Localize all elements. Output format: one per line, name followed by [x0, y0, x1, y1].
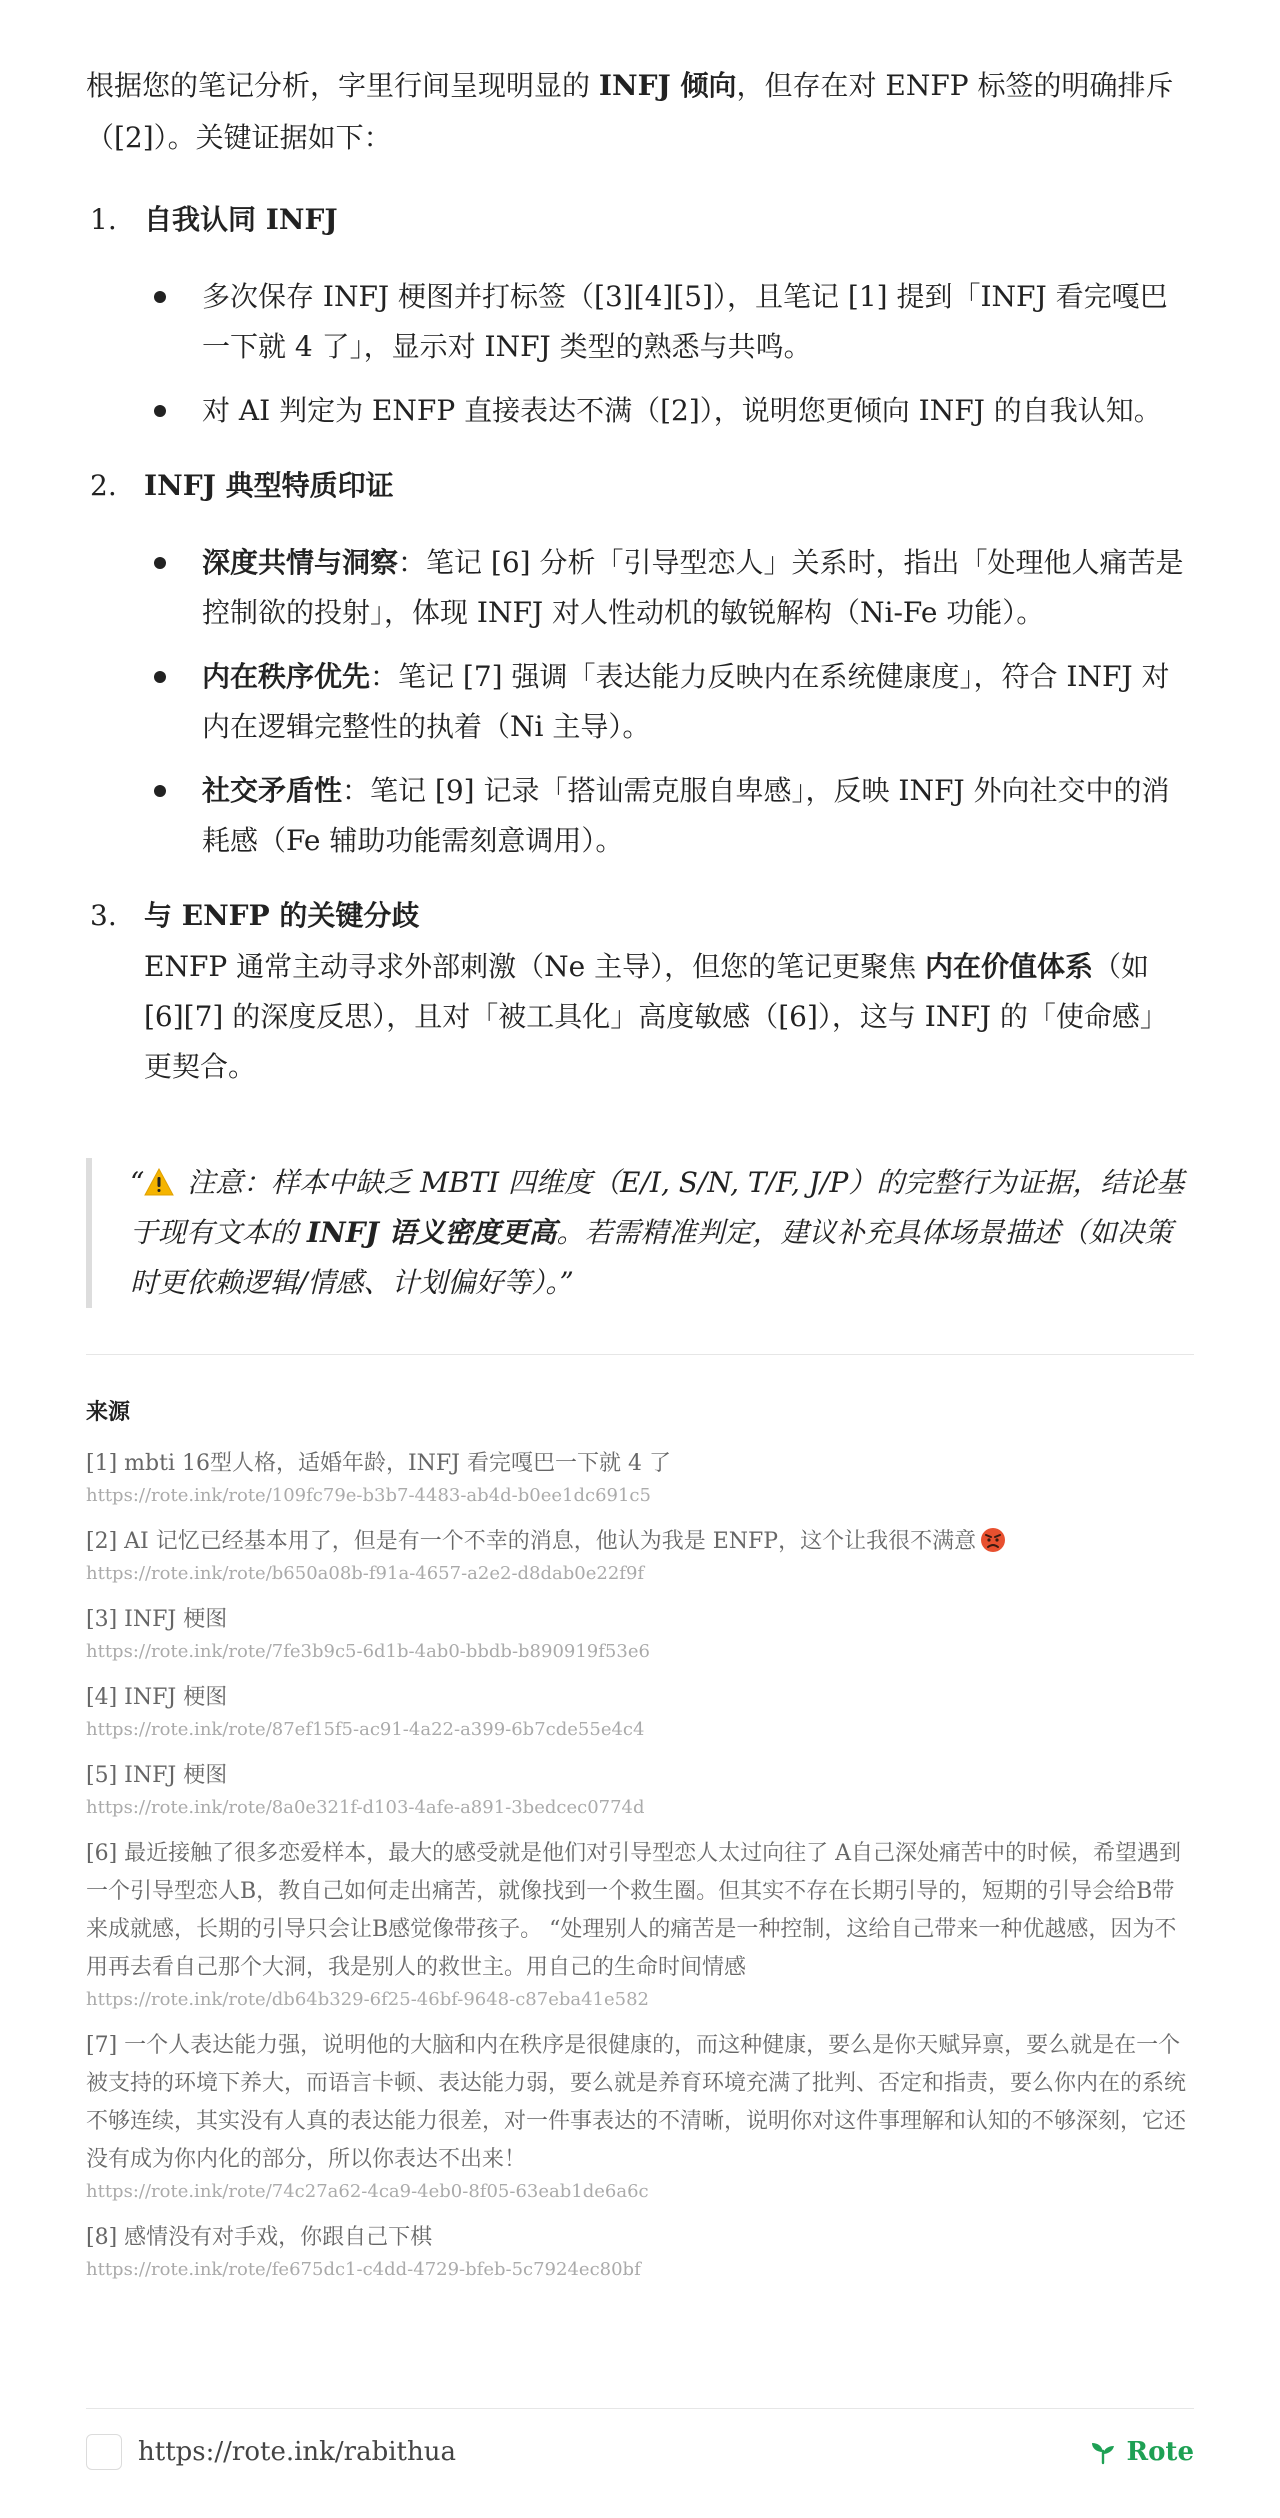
source-ref: [6]	[86, 1841, 118, 1866]
section-body	[144, 942, 1194, 1092]
source-title: 感情没有对手戏，你跟自己下棋	[124, 2225, 433, 2250]
source-title: 一个人表达能力强，说明他的大脑和内在秩序是很健康的，而这种健康，要么是你天赋异禀，要么就是在一个被支持的环境下养大，而语言卡顿、表达能力弱，要么就是养育环境充满了批判、否定和指责，要么你内在的系统不够连续，其实没有人真的表达能力很差，对一件事表达的不清晰，说明你对这件事理解和认知的不够深刻，它还没有成为你内化的部分，所以你表达不出来！	[86, 2033, 1187, 2172]
bullet-dot	[154, 291, 166, 303]
warning-icon	[144, 1168, 174, 1196]
list-item-lead: 内在秩序优先	[202, 660, 371, 693]
intro-text: 根据您的笔记分析，字里行间呈现明显的	[86, 69, 599, 102]
angry-face-icon	[980, 1527, 1006, 1553]
intro-highlight: INFJ 倾向	[598, 69, 737, 102]
source-ref: [3]	[86, 1607, 118, 1632]
section-number: 3.	[90, 899, 117, 932]
source-title: AI 记忆已经基本用了，但是有一个不幸的消息，他认为我是 ENFP，这个让我很不满意	[124, 1529, 977, 1554]
section-body-highlight: 内在价值体系	[924, 950, 1093, 983]
bullet-list	[86, 538, 1194, 866]
source-item[interactable]	[86, 1679, 1194, 1743]
source-ref: [1]	[86, 1451, 118, 1476]
bullet-dot	[154, 405, 166, 417]
section-1	[86, 194, 1194, 436]
source-text	[86, 1835, 1194, 1987]
section-title: 自我认同 INFJ	[144, 203, 338, 236]
source-url[interactable]: https://rote.ink/rote/fe675dc1-c4dd-4729-bfeb-5c7924ec80bf	[86, 2259, 641, 2280]
list-item	[86, 652, 1194, 752]
source-url[interactable]: https://rote.ink/rote/7fe3b9c5-6d1b-4ab0-bbdb-b890919f53e6	[86, 1641, 650, 1662]
source-url[interactable]: https://rote.ink/rote/b650a08b-f91a-4657-a2e2-d8dab0e22f9f	[86, 1563, 645, 1584]
brand-name: Rote	[1126, 2437, 1194, 2467]
section-body-text-2: （如 [6][7] 的深度反思），且对「被工具化」高度敏感（[6]），这与 INFJ 的「使命感」更契合。	[144, 950, 1168, 1083]
quote-text-2: 。若需精准判定，建议补充具体场景描述（如决策时更依赖逻辑/情感、计划偏好等）。	[130, 1216, 1173, 1299]
quote-text: 注意：样本中缺乏 MBTI 四维度（E/I, S/N, T/F, J/P）的完整行为证据，结论基于现有文本的	[130, 1166, 1185, 1249]
source-item[interactable]	[86, 1523, 1194, 1587]
bullet-dot	[154, 785, 166, 797]
section-3	[86, 890, 1194, 1092]
avatar[interactable]	[86, 2434, 122, 2470]
quote-close-mark: ”	[559, 1266, 574, 1299]
section-title: 与 ENFP 的关键分歧	[144, 899, 420, 932]
bullet-dot	[154, 671, 166, 683]
source-item[interactable]	[86, 1757, 1194, 1821]
list-item-lead: 深度共情与洞察	[202, 546, 399, 579]
source-ref: [5]	[86, 1763, 118, 1788]
brand-logo[interactable]	[1090, 2437, 1194, 2467]
source-item[interactable]	[86, 1445, 1194, 1509]
list-item	[86, 766, 1194, 866]
note-blockquote	[86, 1158, 1194, 1308]
source-url[interactable]: https://rote.ink/rote/87ef15f5-ac91-4a22-a399-6b7cde55e4c4	[86, 1719, 645, 1740]
sources-title: 来源	[86, 1399, 131, 1425]
source-text	[86, 1445, 1194, 1483]
section-2	[86, 460, 1194, 866]
section-number: 2.	[90, 469, 117, 502]
list-item-text: ：笔记 [6] 分析「引导型恋人」关系时，指出「处理他人痛苦是控制欲的投射」，体现 INFJ 对人性动机的敏锐解构（Ni-Fe 功能）。	[202, 546, 1184, 629]
source-text	[86, 1523, 1194, 1561]
source-item[interactable]	[86, 1835, 1194, 2013]
source-url[interactable]: https://rote.ink/rote/109fc79e-b3b7-4483-ab4d-b0ee1dc691c5	[86, 1485, 651, 1506]
bullet-list	[86, 272, 1194, 436]
source-title: INFJ 梗图	[124, 1763, 228, 1788]
list-item-text: ：笔记 [7] 强调「表达能力反映内在系统健康度」，符合 INFJ 对内在逻辑完整性的执着（Ni 主导）。	[202, 660, 1170, 743]
source-text	[86, 2219, 1194, 2257]
source-title: mbti 16型人格，适婚年龄，INFJ 看完嘎巴一下就 4 了	[124, 1451, 671, 1476]
source-title: 最近接触了很多恋爱样本，最大的感受就是他们对引导型恋人太过向往了 A自己深处痛苦中的时候，希望遇到一个引导型恋人B，教自己如何走出痛苦，就像找到一个救生圈。但其实不存在长期引导的，短期的引导会给B带来成就感，长期的引导只会让B感觉像带孩子。 “处理别人的痛苦是一种控制，这给自己带来一种优越感，因为不用再去看自己那个大洞，我是别人的救世主。用自己的生命时间情感	[86, 1841, 1182, 1980]
list-item-text: 对 AI 判定为 ENFP 直接表达不满（[2]），说明您更倾向 INFJ 的自我认知。	[202, 394, 1162, 427]
list-item	[86, 538, 1194, 638]
footer	[86, 2428, 1194, 2476]
footer-divider	[86, 2408, 1194, 2409]
source-text	[86, 1757, 1194, 1795]
source-url[interactable]: https://rote.ink/rote/db64b329-6f25-46bf-9648-c87eba41e582	[86, 1989, 650, 2010]
intro-paragraph	[86, 60, 1194, 164]
divider	[86, 1354, 1194, 1355]
list-item-text: 多次保存 INFJ 梗图并打标签（[3][4][5]），且笔记 [1] 提到「INFJ 看完嘎巴一下就 4 了」，显示对 INFJ 类型的熟悉与共鸣。	[202, 280, 1168, 363]
source-url[interactable]: https://rote.ink/rote/8a0e321f-d103-4afe-a891-3bedcec0774d	[86, 1797, 645, 1818]
source-title: INFJ 梗图	[124, 1607, 228, 1632]
content	[86, 60, 1194, 2283]
source-title: INFJ 梗图	[124, 1685, 228, 1710]
source-ref: [7]	[86, 2033, 118, 2058]
list-item	[86, 272, 1194, 372]
source-text	[86, 1601, 1194, 1639]
quote-highlight: INFJ 语义密度更高	[306, 1216, 557, 1249]
section-title: INFJ 典型特质印证	[144, 469, 394, 502]
section-body-text: ENFP 通常主动寻求外部刺激（Ne 主导），但您的笔记更聚焦	[144, 950, 925, 983]
profile-url[interactable]: https://rote.ink/rabithua	[138, 2437, 456, 2467]
source-url[interactable]: https://rote.ink/rote/74c27a62-4ca9-4eb0-8f05-63eab1de6a6c	[86, 2181, 649, 2202]
footer-profile[interactable]	[86, 2434, 456, 2470]
source-ref: [2]	[86, 1529, 118, 1554]
list-item	[86, 386, 1194, 436]
source-item[interactable]	[86, 2027, 1194, 2205]
section-number: 1.	[90, 203, 117, 236]
source-item[interactable]	[86, 2219, 1194, 2283]
bullet-dot	[154, 557, 166, 569]
source-item[interactable]	[86, 1601, 1194, 1665]
source-ref: [8]	[86, 2225, 118, 2250]
sprout-icon	[1090, 2439, 1116, 2465]
list-item-lead: 社交矛盾性	[202, 774, 343, 807]
quote-open-mark: “	[130, 1166, 145, 1199]
source-text	[86, 1679, 1194, 1717]
list-item-text: ：笔记 [9] 记录「搭讪需克服自卑感」，反映 INFJ 外向社交中的消耗感（Fe 辅助功能需刻意调用）。	[202, 774, 1170, 857]
intro-text-2: ，但存在对 ENFP 标签的明确排斥（[2]）。关键证据如下：	[86, 69, 1174, 154]
source-text	[86, 2027, 1194, 2179]
source-ref: [4]	[86, 1685, 118, 1710]
